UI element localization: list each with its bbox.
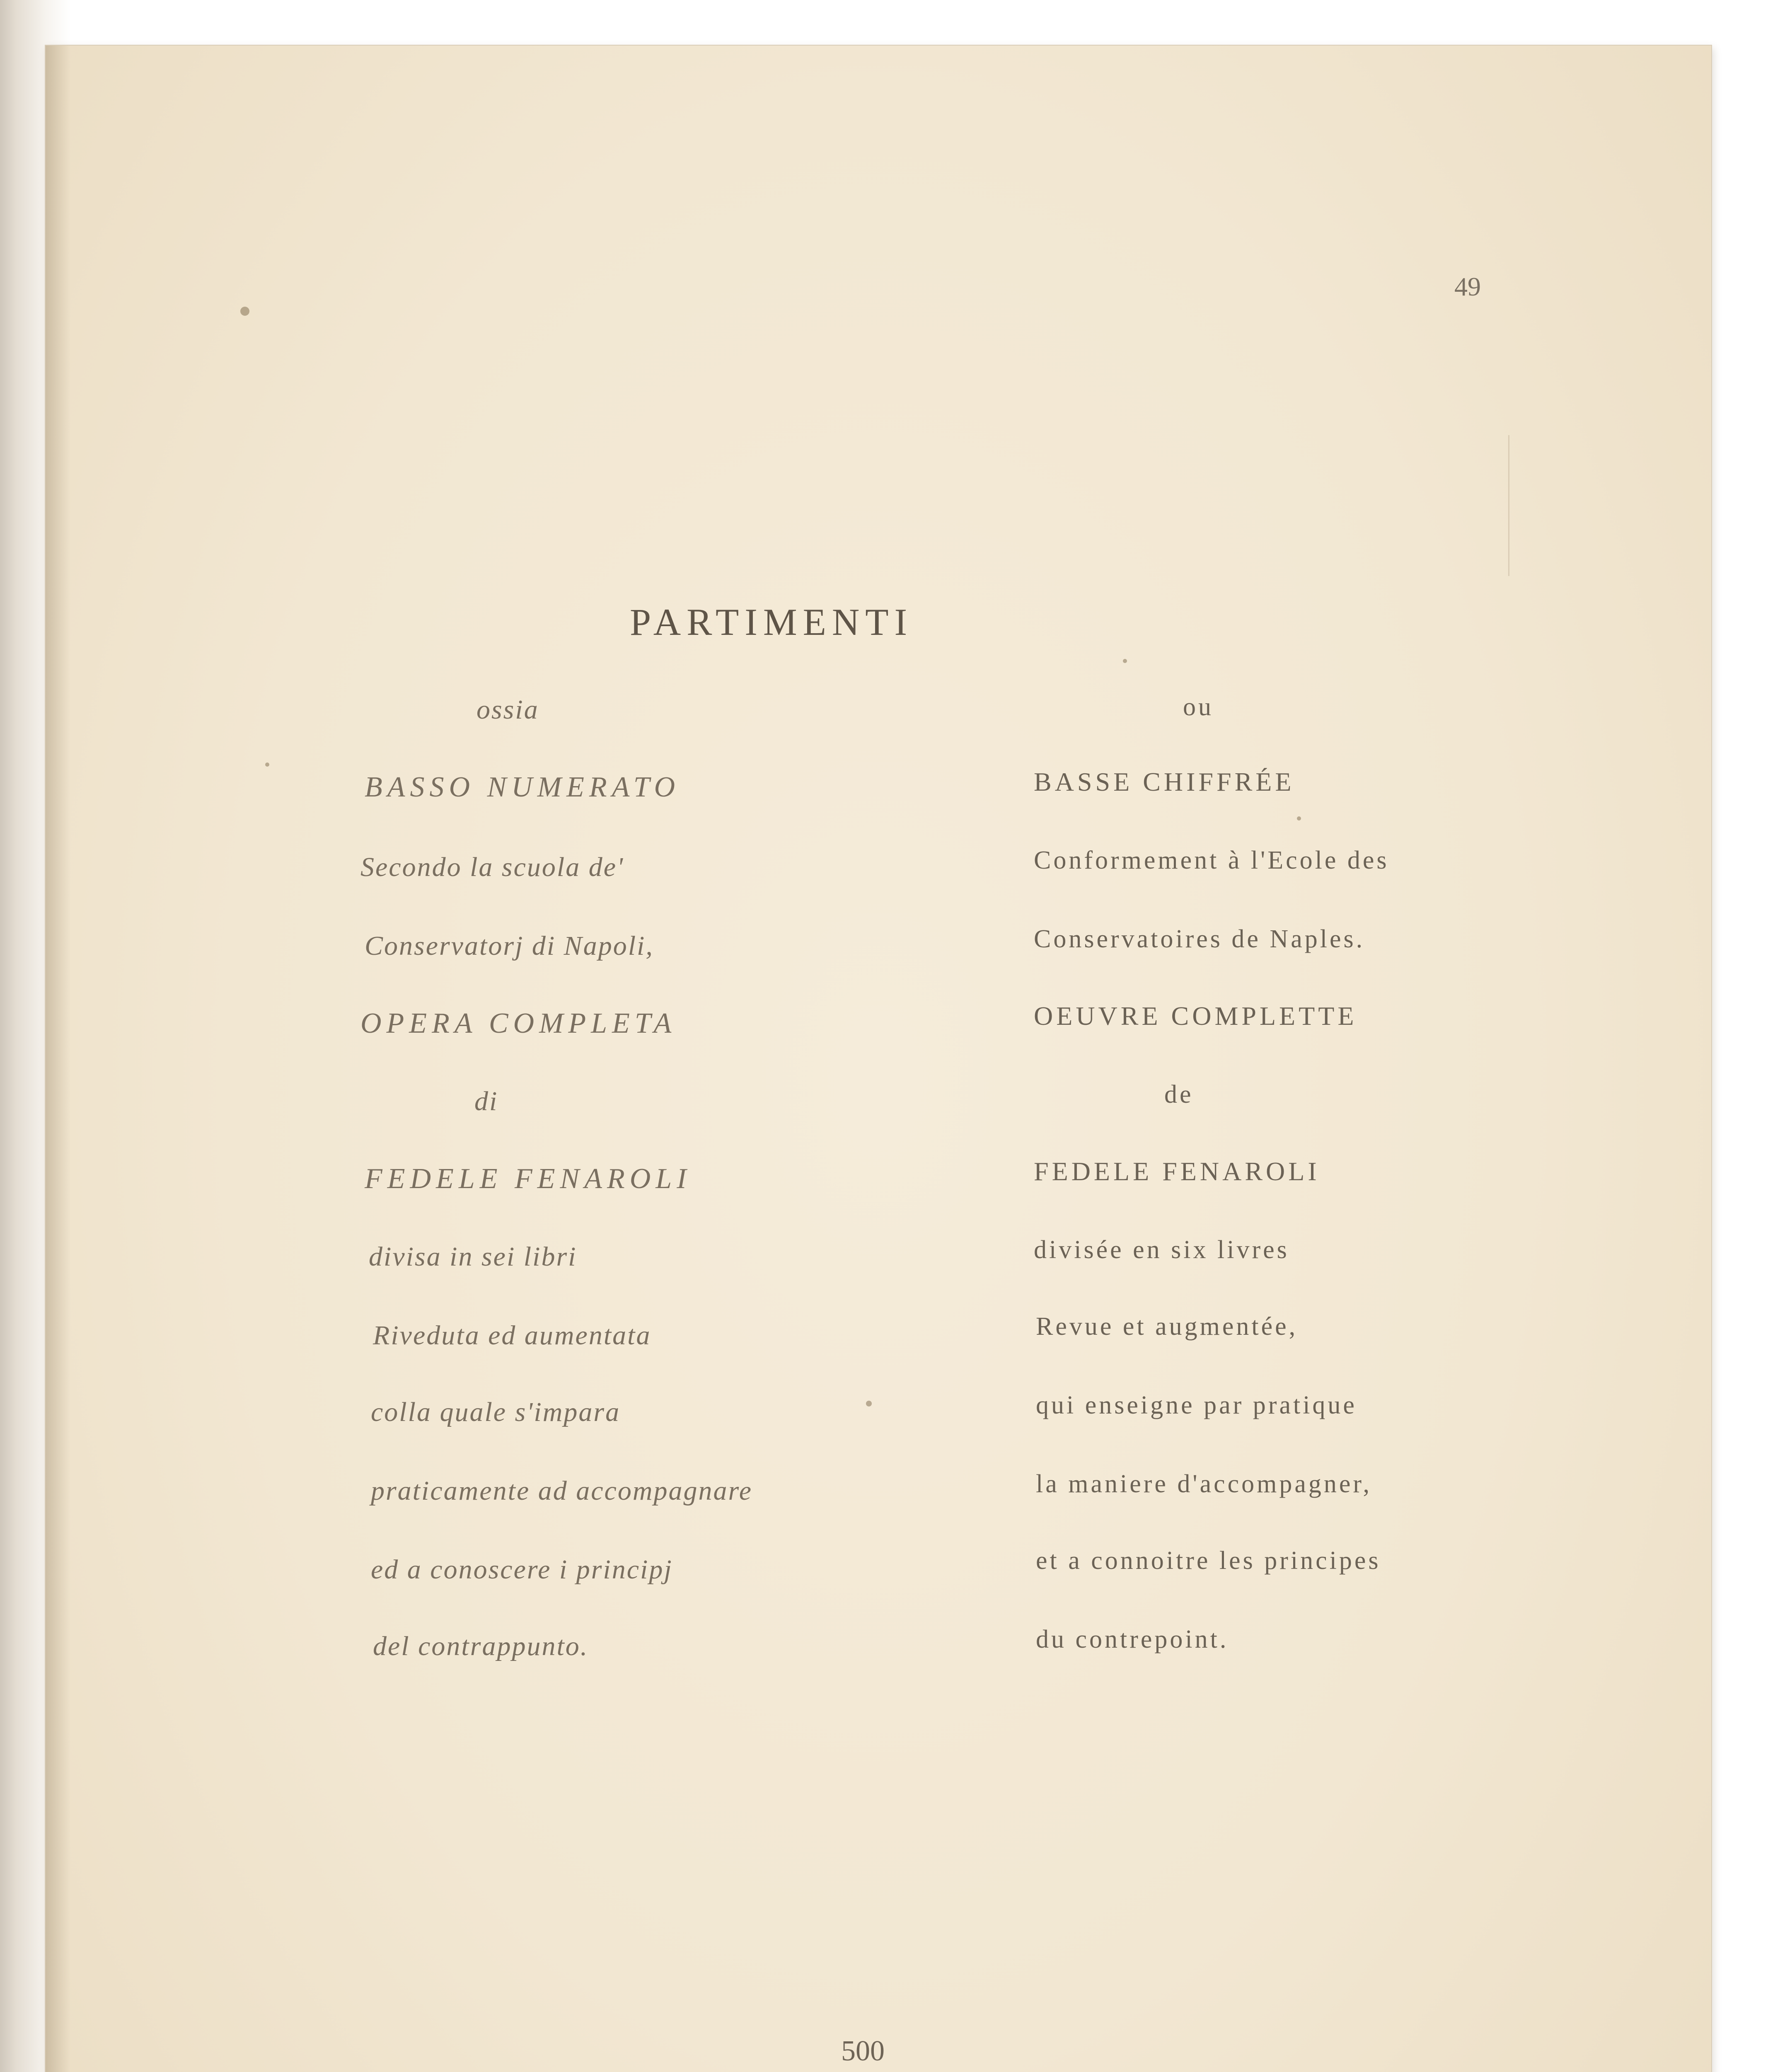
page-title: PARTIMENTI — [630, 601, 913, 643]
paper-speck — [866, 1401, 872, 1406]
french-subtitle: BASSE CHIFFRÉE — [1034, 767, 1295, 796]
italian-opera: OPERA COMPLETA — [360, 1007, 677, 1039]
italian-line-conoscere: ed a conoscere i principj — [371, 1554, 673, 1585]
page-number: 49 — [1454, 272, 1481, 301]
french-connector: ou — [1183, 693, 1214, 721]
italian-line-divisa: divisa in sei libri — [369, 1242, 577, 1272]
french-line-enseigne: qui enseigne par pratique — [1036, 1391, 1357, 1419]
french-line-maniere: la maniere d'accompagner, — [1036, 1470, 1372, 1498]
italian-line-colla: colla quale s'impara — [371, 1397, 621, 1427]
italian-line-secondo: Secondo la scuola de' — [360, 852, 624, 882]
page-gutter-shadow — [46, 46, 70, 2072]
paper-speck — [1297, 816, 1301, 821]
italian-di: di — [474, 1086, 498, 1116]
paper-speck — [265, 762, 269, 767]
italian-line-contrappunto: del contrappunto. — [373, 1631, 589, 1661]
italian-line-conservatorj: Conservatorj di Napoli, — [365, 931, 654, 961]
italian-author: FEDELE FENAROLI — [365, 1163, 692, 1195]
italian-line-praticamente: praticamente ad accompagnare — [371, 1476, 753, 1506]
paper-speck — [240, 307, 249, 316]
french-oeuvre: OEUVRE COMPLETTE — [1034, 1001, 1357, 1031]
italian-line-riveduta: Riveduta ed aumentata — [373, 1320, 651, 1351]
book-page — [46, 46, 1711, 2072]
page-fold-mark — [1508, 435, 1509, 576]
french-line-conservatoires: Conservatoires de Naples. — [1034, 925, 1365, 953]
french-line-revue: Revue et augmentée, — [1036, 1312, 1298, 1341]
french-author: FEDELE FENAROLI — [1034, 1157, 1320, 1186]
italian-connector: ossia — [476, 695, 539, 725]
paper-speck — [1123, 659, 1127, 663]
french-line-divisee: divisée en six livres — [1034, 1236, 1289, 1264]
french-line-contrepoint: du contrepoint. — [1036, 1625, 1229, 1653]
french-de: de — [1164, 1080, 1194, 1109]
catalog-number: 500 — [841, 2035, 885, 2067]
italian-subtitle: BASSO NUMERATO — [365, 771, 680, 803]
french-line-connoitre: et a connoitre les principes — [1036, 1547, 1381, 1575]
french-line-conformement: Conformement à l'Ecole des — [1034, 846, 1389, 874]
